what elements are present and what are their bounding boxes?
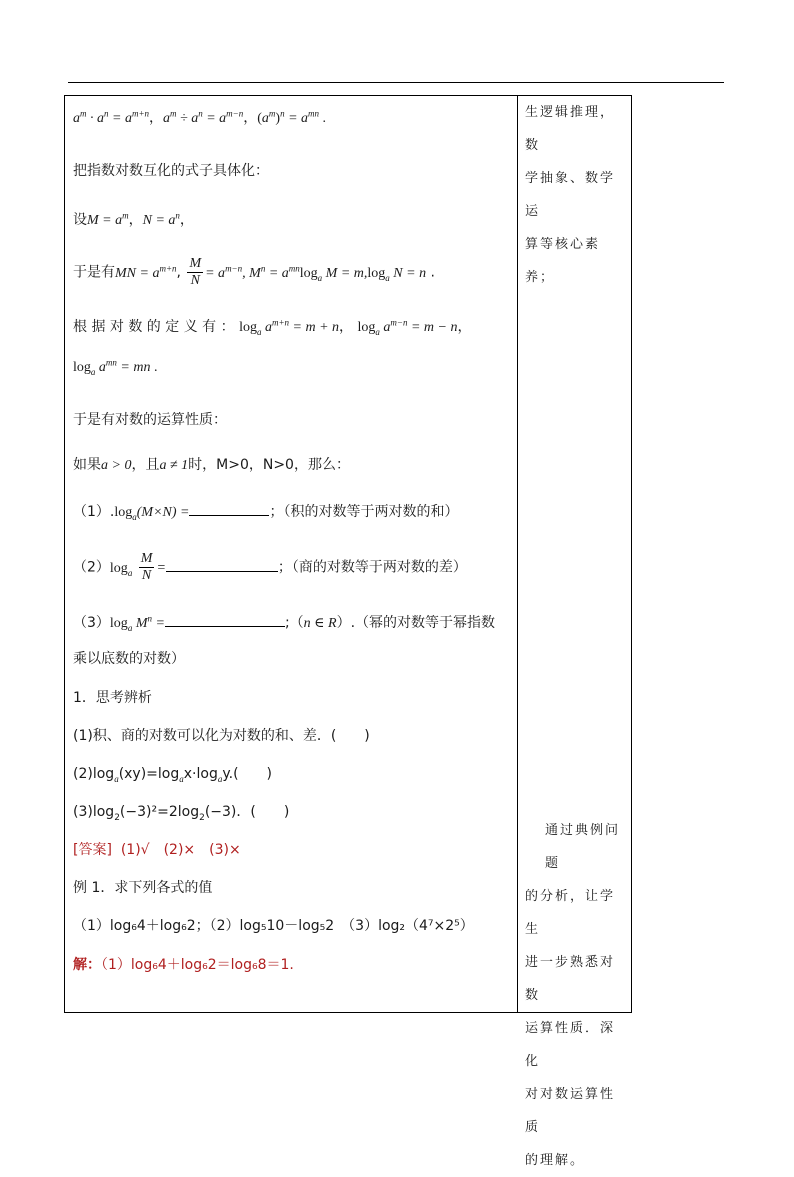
fraction-m-over-n-2: $\frac{M}{N}$: [140, 551, 153, 583]
property-2: $(2)\log_a$ $\frac{M}{N}$ = ；（商的对数等于两对数的差）: [73, 551, 467, 583]
p3-blank[interactable]: [165, 614, 285, 627]
question-3: $(3)\log_2(-3)^2=2\log_2(-3)$．( ): [73, 804, 290, 823]
let-statement: 设$M = a^m$，$N = a^n$，: [73, 210, 194, 228]
if-mn: 时，M>0，N>0，那么：: [188, 457, 350, 473]
condition-line: 如果a > 0，且a ≠ 1时，M>0，N>0，那么：: [73, 457, 350, 473]
p3-note-b: ）.（幂的对数等于幂指数: [336, 615, 496, 631]
think-title: 1．思考辨析: [73, 690, 152, 706]
answer-label: [答案]: [73, 842, 112, 858]
p1-label: （1）.: [73, 504, 115, 520]
props-intro: 于是有对数的运算性质：: [73, 412, 227, 428]
side-top-line: 学抽象、数学运: [525, 171, 616, 219]
question-2: $(2)\log_a(xy)=\log_ax\cdot\log_ay$.( ): [73, 766, 273, 784]
let-prefix: 设: [73, 212, 87, 228]
q2-rest3: y.( ): [222, 766, 273, 782]
p1-note: ；（积的对数等于两对数的和）: [269, 504, 459, 520]
side-bottom-line: 运算性质．深化: [525, 1021, 616, 1069]
if-prefix: 如果: [73, 457, 101, 473]
q3-rest2: (−3)．( ): [204, 804, 290, 820]
so-statement: 于是有MN = $a^{m+n}$, $\frac{M}{N}$ = $a^{m-n}$, $M^n = a^{mn}\log_a$ $M = m,\log_a$ N = n .: [73, 256, 435, 288]
q2-start: (2)log: [73, 766, 115, 782]
answer-values: (1)√ (2)× (3)×: [120, 842, 241, 858]
side-bottom-line: 的理解。: [525, 1153, 586, 1168]
solution-line: [73, 956, 294, 974]
p2-note: ；（商的对数等于两对数的差）: [277, 559, 467, 576]
solution-label: 解：: [73, 957, 101, 973]
so-prefix: 于是有: [73, 264, 115, 281]
side-top-line: 算等核心素养；: [525, 237, 601, 285]
if-cond: ，且: [131, 457, 160, 473]
side-bottom-line: 通过典例问题: [545, 823, 621, 871]
q2-rest: (xy)=log: [118, 766, 180, 782]
q2-rest2: x·log: [183, 766, 218, 782]
column-divider: [517, 96, 518, 1012]
p2-label: （2）: [73, 559, 110, 576]
q3-start: (3)log: [73, 804, 115, 820]
p3-note-a: （: [289, 615, 304, 631]
example-title: 例 1．求下列各式的值: [73, 880, 213, 896]
side-top-line: 生逻辑推理，数: [525, 105, 616, 153]
definition-statement-2: $\log_a a^{mn}$ = mn .: [73, 357, 158, 377]
property-3: $(3)\log_a$ $M^n$ = ;（n ∈ R）.（幂的对数等于幂指数: [73, 613, 496, 633]
solution-text: （1）log₆4＋log₆2＝log₆8＝1.: [101, 957, 294, 973]
concretize-text: 把指数对数互化的式子具体化：: [73, 163, 269, 179]
def-prefix: 根 据 对 数 的 定 义 有 ：: [73, 319, 235, 335]
side-note-top: [525, 96, 629, 294]
side-bottom-line: 进一步熟悉对数: [525, 955, 616, 1003]
side-bottom-line: 的分析，让学生: [525, 889, 616, 937]
answer-line: [73, 841, 241, 859]
definition-statement: 根 据 对 数 的 定 义 有 ： $\log_a a^{m+n} = m + n$， $\log_a a^{m-n} = m - n$，: [73, 317, 472, 337]
side-bottom-line: 对对数运算性质: [525, 1087, 616, 1135]
example-items: （1）log₆4＋log₆2；（2）log₅10－log₅2 （3）log₂（4⁷×2⁵）: [73, 918, 474, 934]
p3-label: （3）: [73, 615, 110, 631]
q3-rest: (−3)²=2log: [119, 804, 200, 820]
p2-blank[interactable]: [166, 559, 278, 572]
lesson-table: [64, 95, 632, 1168]
exponent-rules: $a^m \cdot a^n = a^{m+n}$，$a^m \div a^n = a^{m-n}$，$(a^m)^n = a^{mn}$ .: [73, 108, 327, 126]
property-1: $(1).\log_a(M\times N)$ = ；（积的对数等于两对数的和）: [73, 504, 459, 522]
fraction-m-over-n: $\frac{M}{N}$: [189, 256, 202, 288]
p1-blank[interactable]: [189, 503, 269, 516]
header-rule: [68, 82, 724, 83]
question-1: (1)积、商的对数可以化为对数的和、差．( ): [73, 728, 370, 744]
property-3-cont: 乘以底数的对数）: [73, 651, 185, 667]
